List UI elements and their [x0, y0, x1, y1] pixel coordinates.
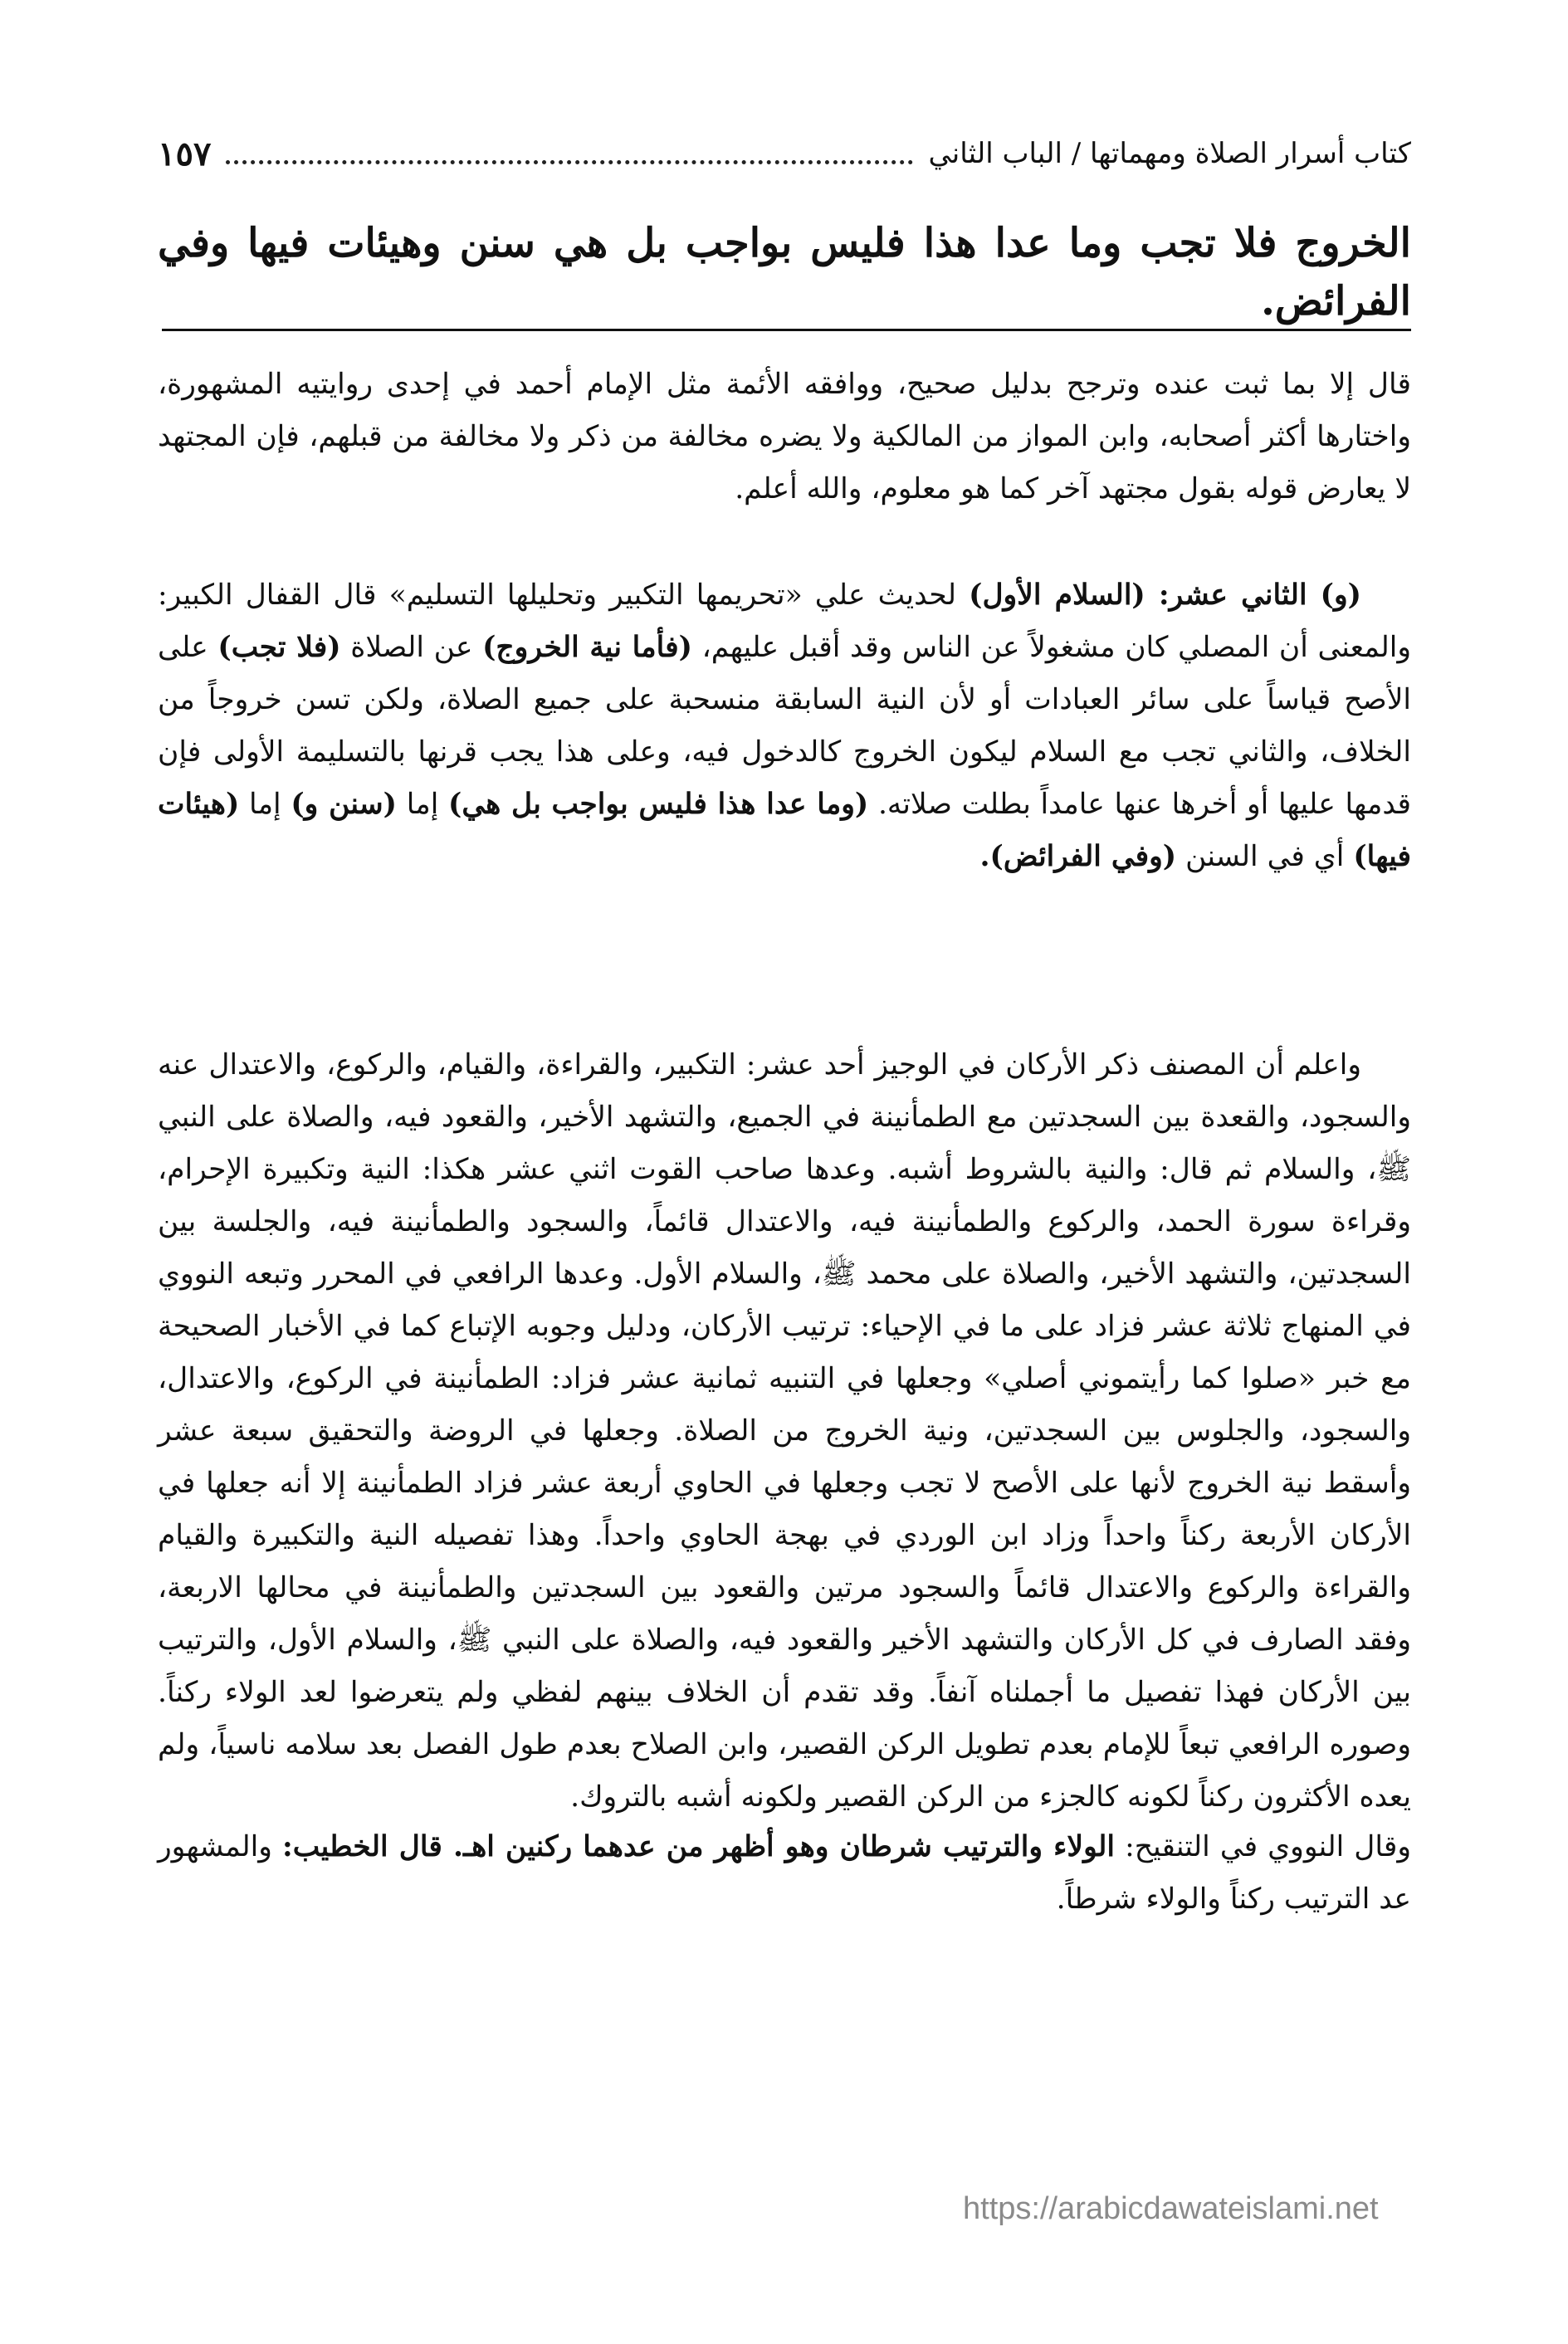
- commentary-text: عن الصلاة: [340, 631, 483, 664]
- commentary-paragraph-1: [158, 359, 1411, 515]
- running-header: [158, 129, 1411, 178]
- commentary-text: وقال النووي في التنقيح:: [1115, 1830, 1411, 1863]
- commentary-paragraph-3: [158, 1039, 1411, 1824]
- matn-quote: (و) الثاني عشر: (السلام الأول): [969, 579, 1361, 612]
- leader-dots: [226, 160, 913, 164]
- commentary-text: والمشهور عد الترتيب ركناً والولاء شرطاً.: [158, 1830, 1411, 1916]
- commentary-text: قال إلا بما ثبت عنده وترجح بدليل صحيح، ووافقه الأئمة مثل الإمام أحمد في إحدى روايتيه المشهورة، واختارها أكثر أصحابه، وابن المواز من المالكية ولا يضره مخالفة من ذكر ولا مخالفة من قبلهم، فإن المجتهد لا يعارض قوله بقول مجتهد آخر كما هو معلوم، والله أعلم.: [158, 368, 1411, 505]
- commentary-text: إما: [397, 788, 449, 821]
- watermark: https://arabicdawateislami.net: [963, 2191, 1379, 2226]
- matn-quote: (وما عدا هذا فليس بواجب بل هي): [448, 788, 869, 821]
- commentary-paragraph-4: [158, 1821, 1411, 1926]
- matn-quote: (وفي الفرائض).: [979, 840, 1177, 873]
- commentary-text: أي في السنن: [1176, 840, 1354, 873]
- commentary-text: لحديث علي «تحريمها التكبير وتحليلها التسليم» قال القفال الكبير: والمعنى أن المصلي كان مشغولاً عن الناس وقد أقبل عليهم،: [158, 579, 1411, 664]
- commentary-text: على الأصح قياساً على سائر العبادات أو لأن النية السابقة منسحبة على جميع الصلاة، ولكن تسن خروجاً من الخلاف، والثاني تجب مع السلام ليكون الخروج كالدخول فيه، وعلى هذا يجب قرنها بالتسليمة الأولى فإن قدمها عليها أو أخرها عنها عامداً بطلت صلاته.: [158, 631, 1412, 821]
- main-text: الخروج فلا تجب وما عدا هذا فليس بواجب بل هي سنن وهيئات فيها وفي الفرائض.: [158, 220, 1411, 325]
- page-number: ١٥٧: [158, 134, 212, 173]
- matn-quote: (فلا تجب): [217, 631, 341, 664]
- separator-rule: [162, 329, 1411, 331]
- quoted-text: الولاء والترتيب شرطان وهو أظهر من عدهما ركنين اهـ. قال الخطيب:: [281, 1830, 1115, 1863]
- matn-quote: (فأما نية الخروج): [482, 631, 692, 664]
- matn-quote: (هيئات فيها): [158, 788, 1411, 873]
- running-title: كتاب أسرار الصلاة ومهماتها / الباب الثاني: [928, 137, 1411, 170]
- commentary-paragraph-2: [158, 569, 1411, 883]
- matn-quote: (سنن و): [291, 788, 398, 821]
- commentary-text: إما: [239, 788, 291, 821]
- commentary-text: واعلم أن المصنف ذكر الأركان في الوجيز أحد عشر: التكبير، والقراءة، والقيام، والركوع، والاعتدال عنه والسجود، والقعدة بين السجدتين مع الطمأنينة في الجميع، والتشهد الأخير، والقعود فيه، والصلاة على النبي ﷺ، والسلام ثم قال: والنية بالشروط أشبه. وعدها صاحب القوت اثني عشر هكذا: النية وتكبيرة الإحرام، وقراءة سورة الحمد، والركوع والطمأنينة فيه، والاعتدال قائماً، والسجود والطمأنينة فيه، والجلسة بين السجدتين، والتشهد الأخير، والصلاة على محمد ﷺ، والسلام الأول. وعدها الرافعي في المحرر وتبعه النووي في المنهاج ثلاثة عشر فزاد على ما في الإحياء: ترتيب الأركان، ودليل وجوبه الإتباع كما في الأخبار الصحيحة مع خبر «صلوا كما رأيتموني أصلي» وجعلها في التنبيه ثمانية عشر فزاد: الطمأنينة في الركوع، والاعتدال، والسجود، والجلوس بين السجدتين، ونية الخروج من الصلاة. وجعلها في الروضة والتحقيق سبعة عشر وأسقط نية الخروج لأنها على الأصح لا تجب وجعلها في الحاوي أربعة عشر فزاد الطمأنينة إلا أنه جعلها في الأركان الأربعة ركناً واحداً وزاد ابن الوردي في بهجة الحاوي واحداً. وهذا تفصيله النية والتكبيرة والقيام والقراءة والركوع والاعتدال قائماً والسجود مرتين والقعود بين السجدتين والطمأنينة في محالها الاربعة، وفقد الصارف في كل الأركان والتشهد الأخير والقعود فيه، والصلاة على النبي ﷺ، والسلام الأول، والترتيب بين الأركان فهذا تفصيل ما أجملناه آنفاً. وقد تقدم أن الخلاف بينهم لفظي ولم يتعرضوا لعد الولاء ركناً. وصوره الرافعي تبعاً للإمام بعدم تطويل الركن القصير، وابن الصلاح بعدم طول الفصل بعد سلامه ناسياً، ولم يعده الأكثرون ركناً لكونه كالجزء من الركن القصير ولكونه أشبه بالتروك.: [158, 1048, 1411, 1814]
